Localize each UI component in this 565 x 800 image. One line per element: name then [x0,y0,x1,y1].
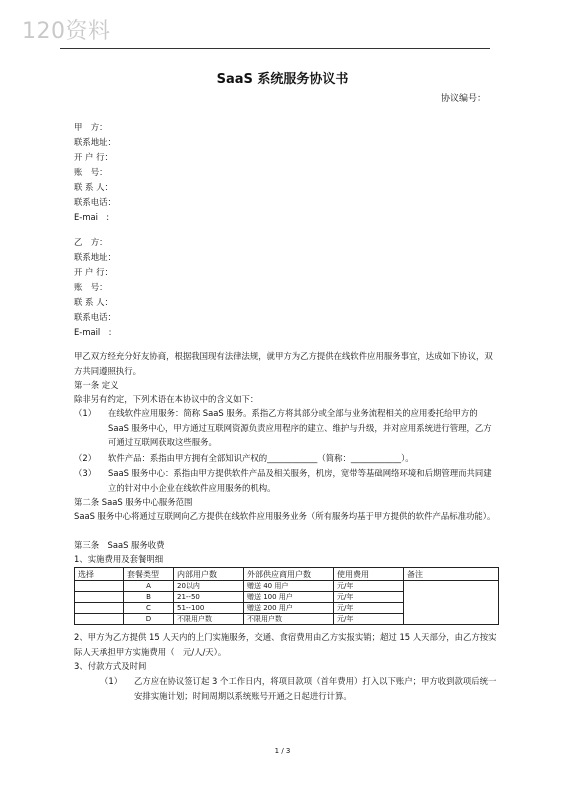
party-b-phone: 联系电话： [74,312,116,322]
payment-item-text: 乙方应在协议签订起 3 个工作日内，将项目款项（首年费用）打入以下账户；甲方收到款项后统一安排实施计划；时间周期以系统账号开通之日起进行计算。 [134,676,497,701]
table-header-row [75,568,499,581]
party-a-contact: 联 系 人： [74,182,113,192]
internal-users-cell: 21--50 [174,592,244,603]
definition-number: （2） [74,453,97,463]
watermark: 120资料 [22,19,111,44]
definition-number: （3） [74,468,97,478]
section-3-heading: 3、付款方式及时间 [74,661,147,671]
external-users-cell: 赠送 100 用户 [244,592,334,603]
article-2-text: SaaS 服务中心将通过互联网向乙方提供在线软件应用服务业务（所有服务均基于甲方提供的软件产品标准功能）。 [74,511,496,521]
internal-users-cell: 不限用户数 [174,614,244,625]
article-3-title: 第三条 SaaS 服务收费 [74,540,165,550]
payment-item-number: （1） [100,676,123,686]
usage-fee-cell: 元/年 [334,603,404,614]
party-a-address: 联系地址： [74,137,116,147]
package-cell: C [124,603,174,614]
definition-text: 软件产品：系指由甲方拥有全部知识产权的____________（简称：____________）。 [108,453,414,463]
usage-fee-cell: 元/年 [334,592,404,603]
col-select: 选择 [75,568,124,581]
article-1-title: 第一条 定义 [74,380,119,390]
section-1-heading: 1、实施费用及套餐明细 [74,554,164,564]
page-number: 1 / 3 [274,747,291,755]
package-cell: B [124,592,174,603]
package-cell: D [124,614,174,625]
fee-table [74,567,499,625]
header-rule [60,48,490,49]
select-cell[interactable] [75,581,124,592]
party-a-account: 账 号： [74,167,108,177]
party-b-address: 联系地址： [74,252,116,262]
intro-paragraph: 甲乙双方经充分好友协商，根据我国现有法律法规，就甲方为乙方提供在线软件应用服务事宜，达成如下协议，双方共同遵照执行。 [74,351,493,376]
definition-text: SaaS 服务中心：系指由甲方提供软件产品及相关服务，机房，宽带等基础网络环境和后期管理而共同建立的针对中小企业在线软件应用服务的机构。 [108,468,492,493]
usage-fee-cell: 元/年 [334,614,404,625]
external-users-cell: 赠送 200 用户 [244,603,334,614]
col-usage-fee: 使用费用 [334,568,404,581]
internal-users-cell: 51--100 [174,603,244,614]
section-2-paragraph: 2、甲方为乙方提供 15 人天内的上门实施服务，交通、食宿费用由乙方实报实销；超过 15 人天部分，由乙方按实际人天承担甲方实施费用（ 元/人/天）。 [74,632,497,657]
party-a-block [74,120,116,225]
external-users-cell: 不限用户数 [244,614,334,625]
agreement-number-label: 协议编号： [441,94,487,104]
internal-users-cell: 20以内 [174,581,244,592]
select-cell[interactable] [75,592,124,603]
definition-text: 在线软件应用服务：简称 SaaS 服务。系指乙方将其部分或全部与业务流程相关的应用委托给甲方的 SaaS 服务中心，甲方通过互联网资源负责应用程序的建立、维护与升级，并对应用系统进行管理，乙方可通过互联网获取这些服务。 [108,408,492,447]
party-a-bank: 开 户 行： [74,152,113,162]
party-b-contact: 联 系 人： [74,297,113,307]
col-internal-users: 内部用户数 [174,568,244,581]
document-title: SaaS 系统服务协议书 [216,72,349,87]
party-a-email: E-mai : [74,212,110,222]
definition-number: （1） [74,408,97,418]
party-a-phone: 联系电话： [74,197,116,207]
party-b-account: 账 号： [74,282,108,292]
remarks-cell [404,581,499,625]
table-row [75,581,499,592]
col-external-users: 外部供应商用户数 [244,568,334,581]
party-b-email: E-mail : [74,327,112,337]
party-b-name: 乙 方： [74,237,108,247]
article-2-title: 第二条 SaaS 服务中心服务范围 [74,497,193,507]
col-package: 套餐类型 [124,568,174,581]
party-a-name: 甲 方： [74,122,108,132]
party-b-bank: 开 户 行： [74,267,113,277]
package-cell: A [124,581,174,592]
usage-fee-cell: 元/年 [334,581,404,592]
external-users-cell: 赠送 40 用户 [244,581,334,592]
article-1-lead: 除非另有约定，下列术语在本协议中的含义如下： [74,394,259,404]
select-cell[interactable] [75,614,124,625]
col-remarks: 备注 [404,568,499,581]
select-cell[interactable] [75,603,124,614]
party-b-block [74,235,116,340]
